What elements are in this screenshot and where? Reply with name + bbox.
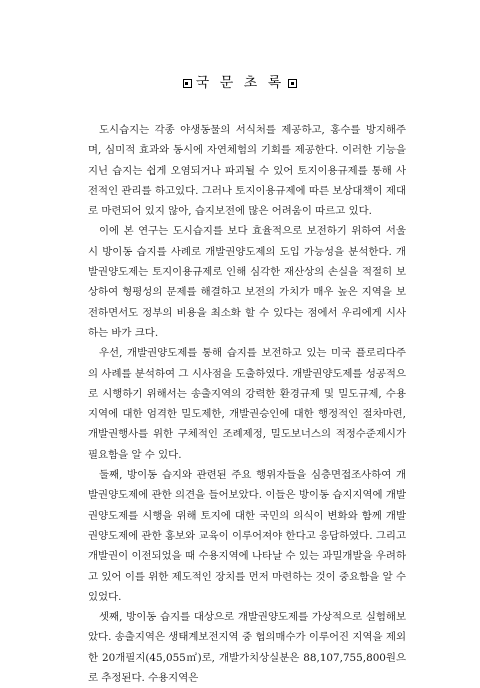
square-bullet-icon bbox=[183, 79, 192, 88]
paragraph: 셋째, 방이동 습지를 대상으로 개발권양도제를 가상적으로 실험해보았다. 송출지역은 생태계보전지역 중 협의매수가 이루어진 지역을 제외한 20개필지(45,055㎡)로, 개발가치상실분은 88,107,755,800원으로 추정된다. 수용지역은 bbox=[88, 611, 406, 685]
abstract-body bbox=[88, 120, 406, 688]
square-bullet-icon bbox=[288, 79, 297, 88]
abstract-title-text: 국 문 초 록 bbox=[195, 75, 285, 91]
paragraph: 우선, 개발권양도제를 통해 습지를 보전하고 있는 미국 플로리다주의 사례를 분석하여 그 시사점을 도출하였다. 개발권양도제를 성공적으로 시행하기 위해서는 송출지역의 강력한 환경규제 및 밀도규제, 수용지역에 대한 엄격한 밀도제한, 개발권승인에 대한 행정적인 절차마련, 개발권행사를 위한 구체적인 조례제정, 밀도보너스의 적정수준제시가 필요함을 알 수 있다. bbox=[88, 347, 406, 461]
paragraph: 도시습지는 각종 야생동물의 서식처를 제공하고, 홍수를 방지해주며, 심미적 효과와 동시에 자연체험의 기회를 제공한다. 이러한 기능을 지닌 습지는 쉽게 오염되거나 파괴될 수 있어 토지이용규제를 통해 사전적인 관리를 하고있다. 그러나 토지이용규제에 따른 보상대책이 제대로 마련되어 있지 않아, 습지보전에 많은 어려움이 따르고 있다. bbox=[88, 124, 406, 218]
abstract-title bbox=[0, 72, 480, 92]
paragraph: 이에 본 연구는 도시습지를 보다 효율적으로 보전하기 위하여 서울시 방이동 습지를 사례로 개발권양도제의 도입 가능성을 분석한다. 개발권양도제는 토지이용규제로 인해 심각한 재산상의 손실을 적절히 보상하여 형평성의 문제를 해결하고 보전의 가치가 매우 높은 지역을 보전하면서도 정부의 비용을 최소화 할 수 있다는 점에서 우리에게 시사하는 바가 크다. bbox=[88, 225, 406, 339]
paragraph: 둘째, 방이동 습지와 관련된 주요 행위자들을 심층면접조사하여 개발권양도제에 관한 의견을 들어보았다. 이들은 방이동 습지지역에 개발권양도제를 시행을 위해 토지에 대한 국민의 의식이 변화와 함께 개발권양도제에 관한 홍보와 교육이 이루어져야 한다고 응답하였다. 그리고 개발권이 이전되었을 때 수용지역에 나타날 수 있는 과밀개발을 우려하고 있어 이를 위한 제도적인 장치를 먼저 마련하는 것이 중요함을 알 수 있었다. bbox=[88, 469, 406, 603]
